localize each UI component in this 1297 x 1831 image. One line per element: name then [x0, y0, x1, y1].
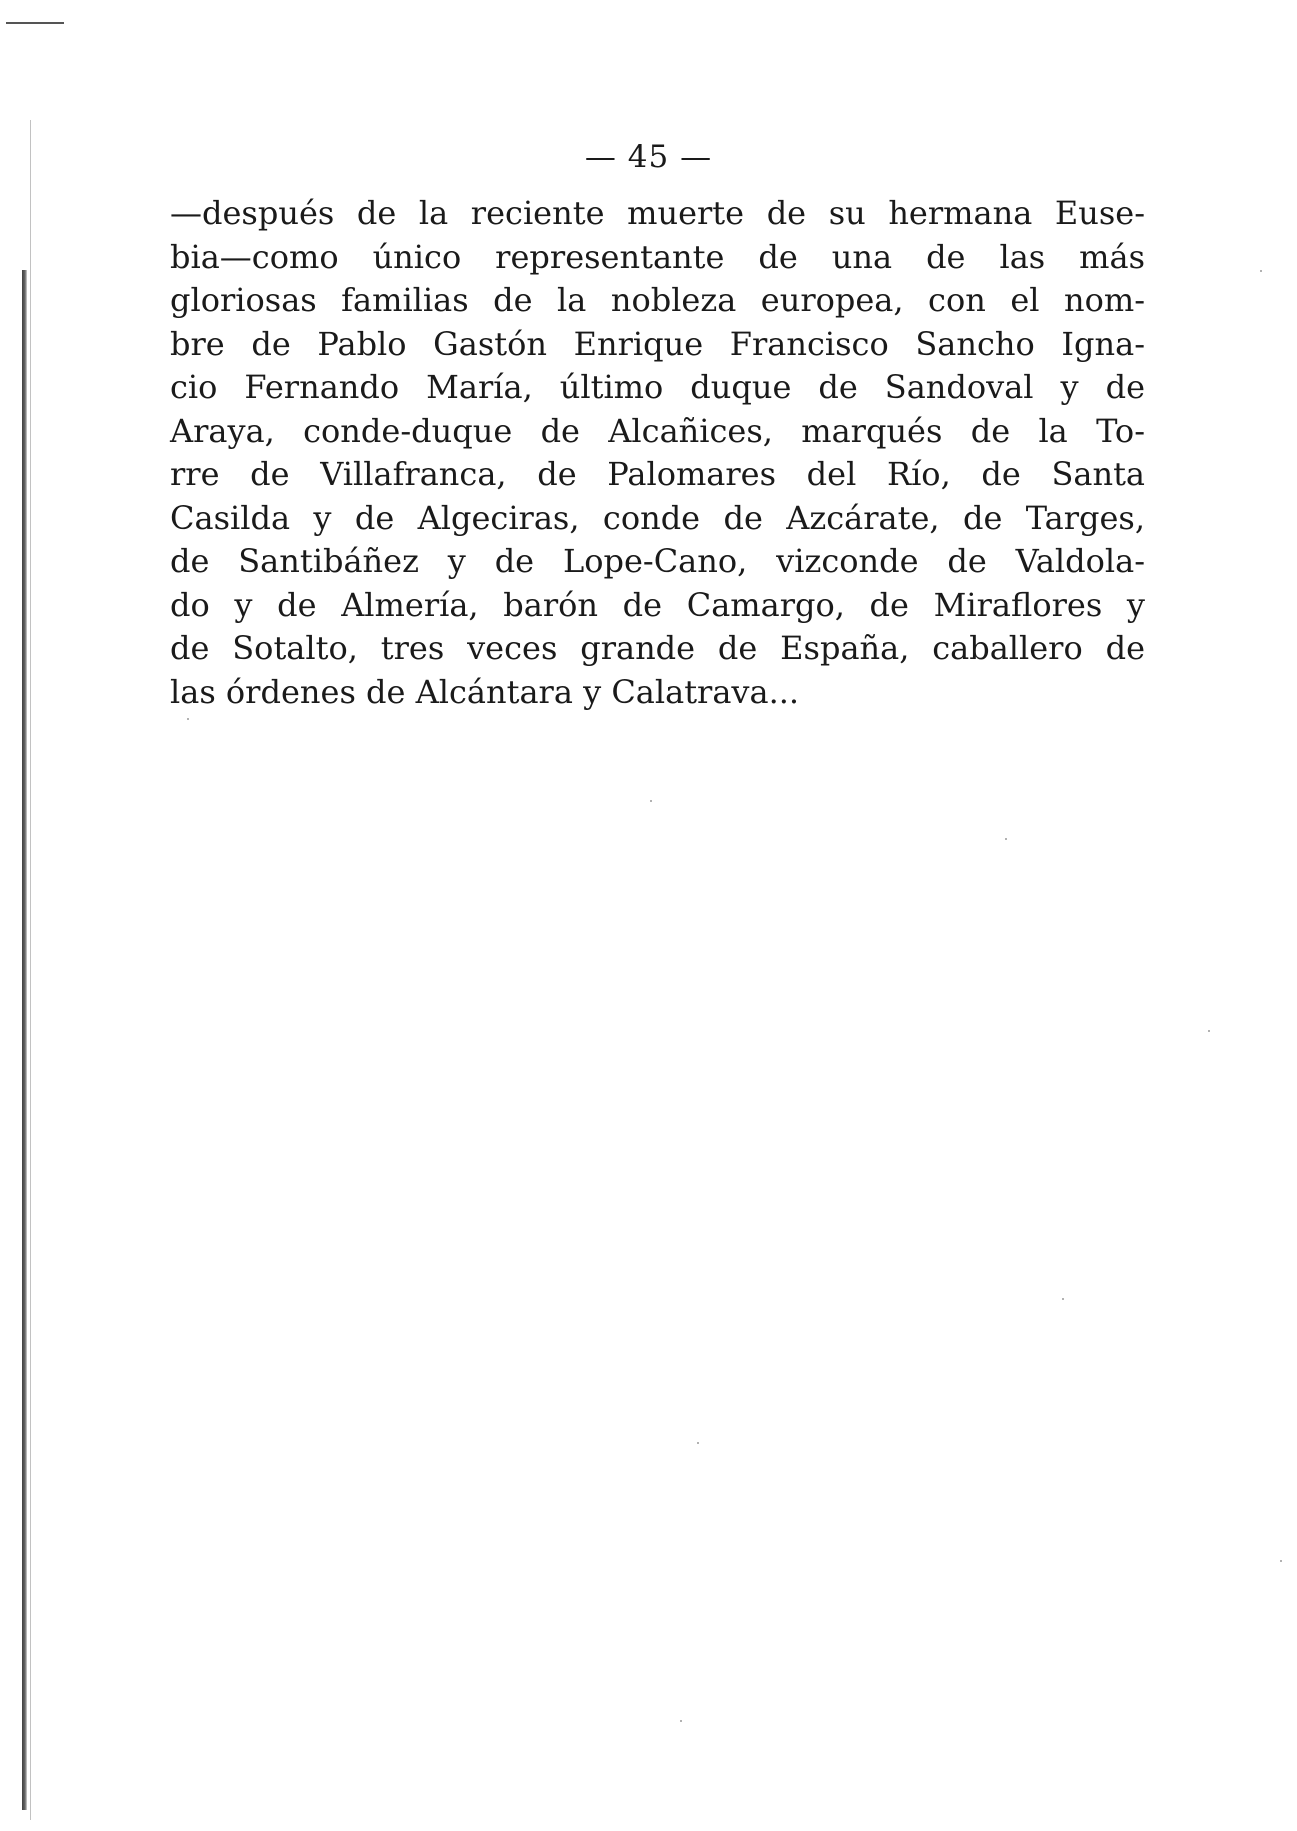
binding-shadow [22, 270, 27, 1810]
text-line: Casilda y de Algeciras, conde de Azcárate, de Targes, [170, 498, 1145, 537]
text-line: Araya, conde-duque de Alcañices, marqués de la To- [170, 411, 1145, 450]
text-line: de Sotalto, tres veces grande de España, caballero de [170, 629, 1145, 667]
text-line: bre de Pablo Gastón Enrique Francisco Sancho Igna- [170, 324, 1145, 363]
page-number: — 45 — [584, 139, 713, 175]
scan-speck [1260, 270, 1262, 272]
text-line: do y de Almería, barón de Camargo, de Miraflores y [170, 585, 1145, 624]
scan-speck [697, 1442, 699, 1444]
scan-speck [1062, 1298, 1064, 1300]
text-line: de Santibáñez y de Lope-Cano, vizconde de Valdola- [170, 542, 1145, 580]
body-text [170, 192, 1145, 714]
text-line: —después de la reciente muerte de su hermana Euse- [170, 194, 1145, 232]
text-line: rre de Villafranca, de Palomares del Río, de Santa [170, 455, 1145, 493]
scan-speck [1280, 1560, 1282, 1562]
text-line: bia—como único representante de una de las más [170, 237, 1145, 276]
text-line: cio Fernando María, último duque de Sandoval y de [170, 368, 1145, 406]
scan-speck [187, 718, 189, 720]
scan-speck [650, 800, 652, 802]
scan-speck [1005, 838, 1007, 840]
scan-speck [680, 1720, 682, 1722]
scan-speck [1208, 1030, 1210, 1032]
text-line: gloriosas familias de la nobleza europea, con el nom- [170, 281, 1145, 319]
text-line: las órdenes de Alcántara y Calatrava... [170, 672, 800, 711]
binding-shadow-thin [30, 120, 31, 1820]
scan-corner-mark [6, 22, 64, 24]
